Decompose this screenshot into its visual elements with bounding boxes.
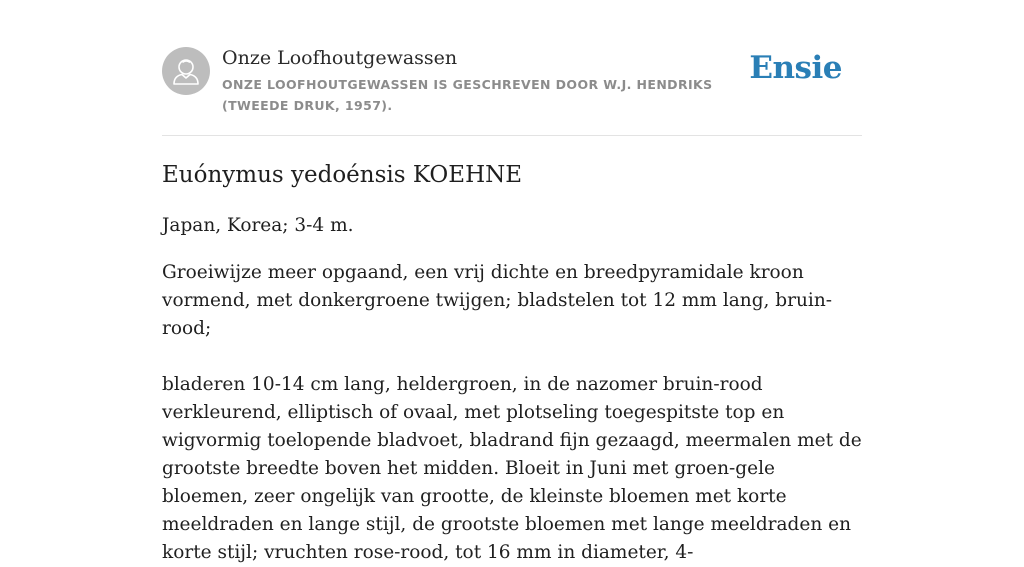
entry-content bbox=[162, 158, 862, 567]
entry-paragraph: bladeren 10-14 cm lang, heldergroen, in de nazomer bruin-rood verkleurend, elliptisch of ovaal, met plotseling toegespitste top en wigvormig toelopende bladvoet, bladrand fijn gezaagd, meermalen met de grootste breedte boven het midden. Bloeit in Juni met groen-gele bloemen, zeer ongelijk van grootte, de kleinste bloemen met korte meeldraden en lange stijl, de grootste bloemen met lange meeldraden en korte stijl; vruchten rose-rood, tot 16 mm in diameter, 4- bbox=[162, 374, 862, 563]
source-avatar[interactable] bbox=[162, 47, 210, 95]
source-title[interactable]: Onze Loofhoutgewassen bbox=[222, 47, 458, 69]
source-description: ONZE LOOFHOUTGEWASSEN IS GESCHREVEN DOOR W.J. HENDRIKS (TWEEDE DRUK, 1957). bbox=[222, 77, 713, 113]
user-silhouette-icon bbox=[162, 47, 210, 95]
entry-paragraph: Japan, Korea; 3-4 m. bbox=[162, 215, 354, 236]
entry-title: Euónymus yedoénsis KOEHNE bbox=[162, 162, 523, 188]
ensie-logo[interactable]: Ensie bbox=[749, 50, 842, 86]
entry-paragraph: Groeiwijze meer opgaand, een vrij dichte en breedpyramidale kroon vormend, met donkergroene twijgen; bladstelen tot 12 mm lang, bruin-rood; bbox=[162, 262, 832, 339]
source-header bbox=[162, 45, 862, 136]
